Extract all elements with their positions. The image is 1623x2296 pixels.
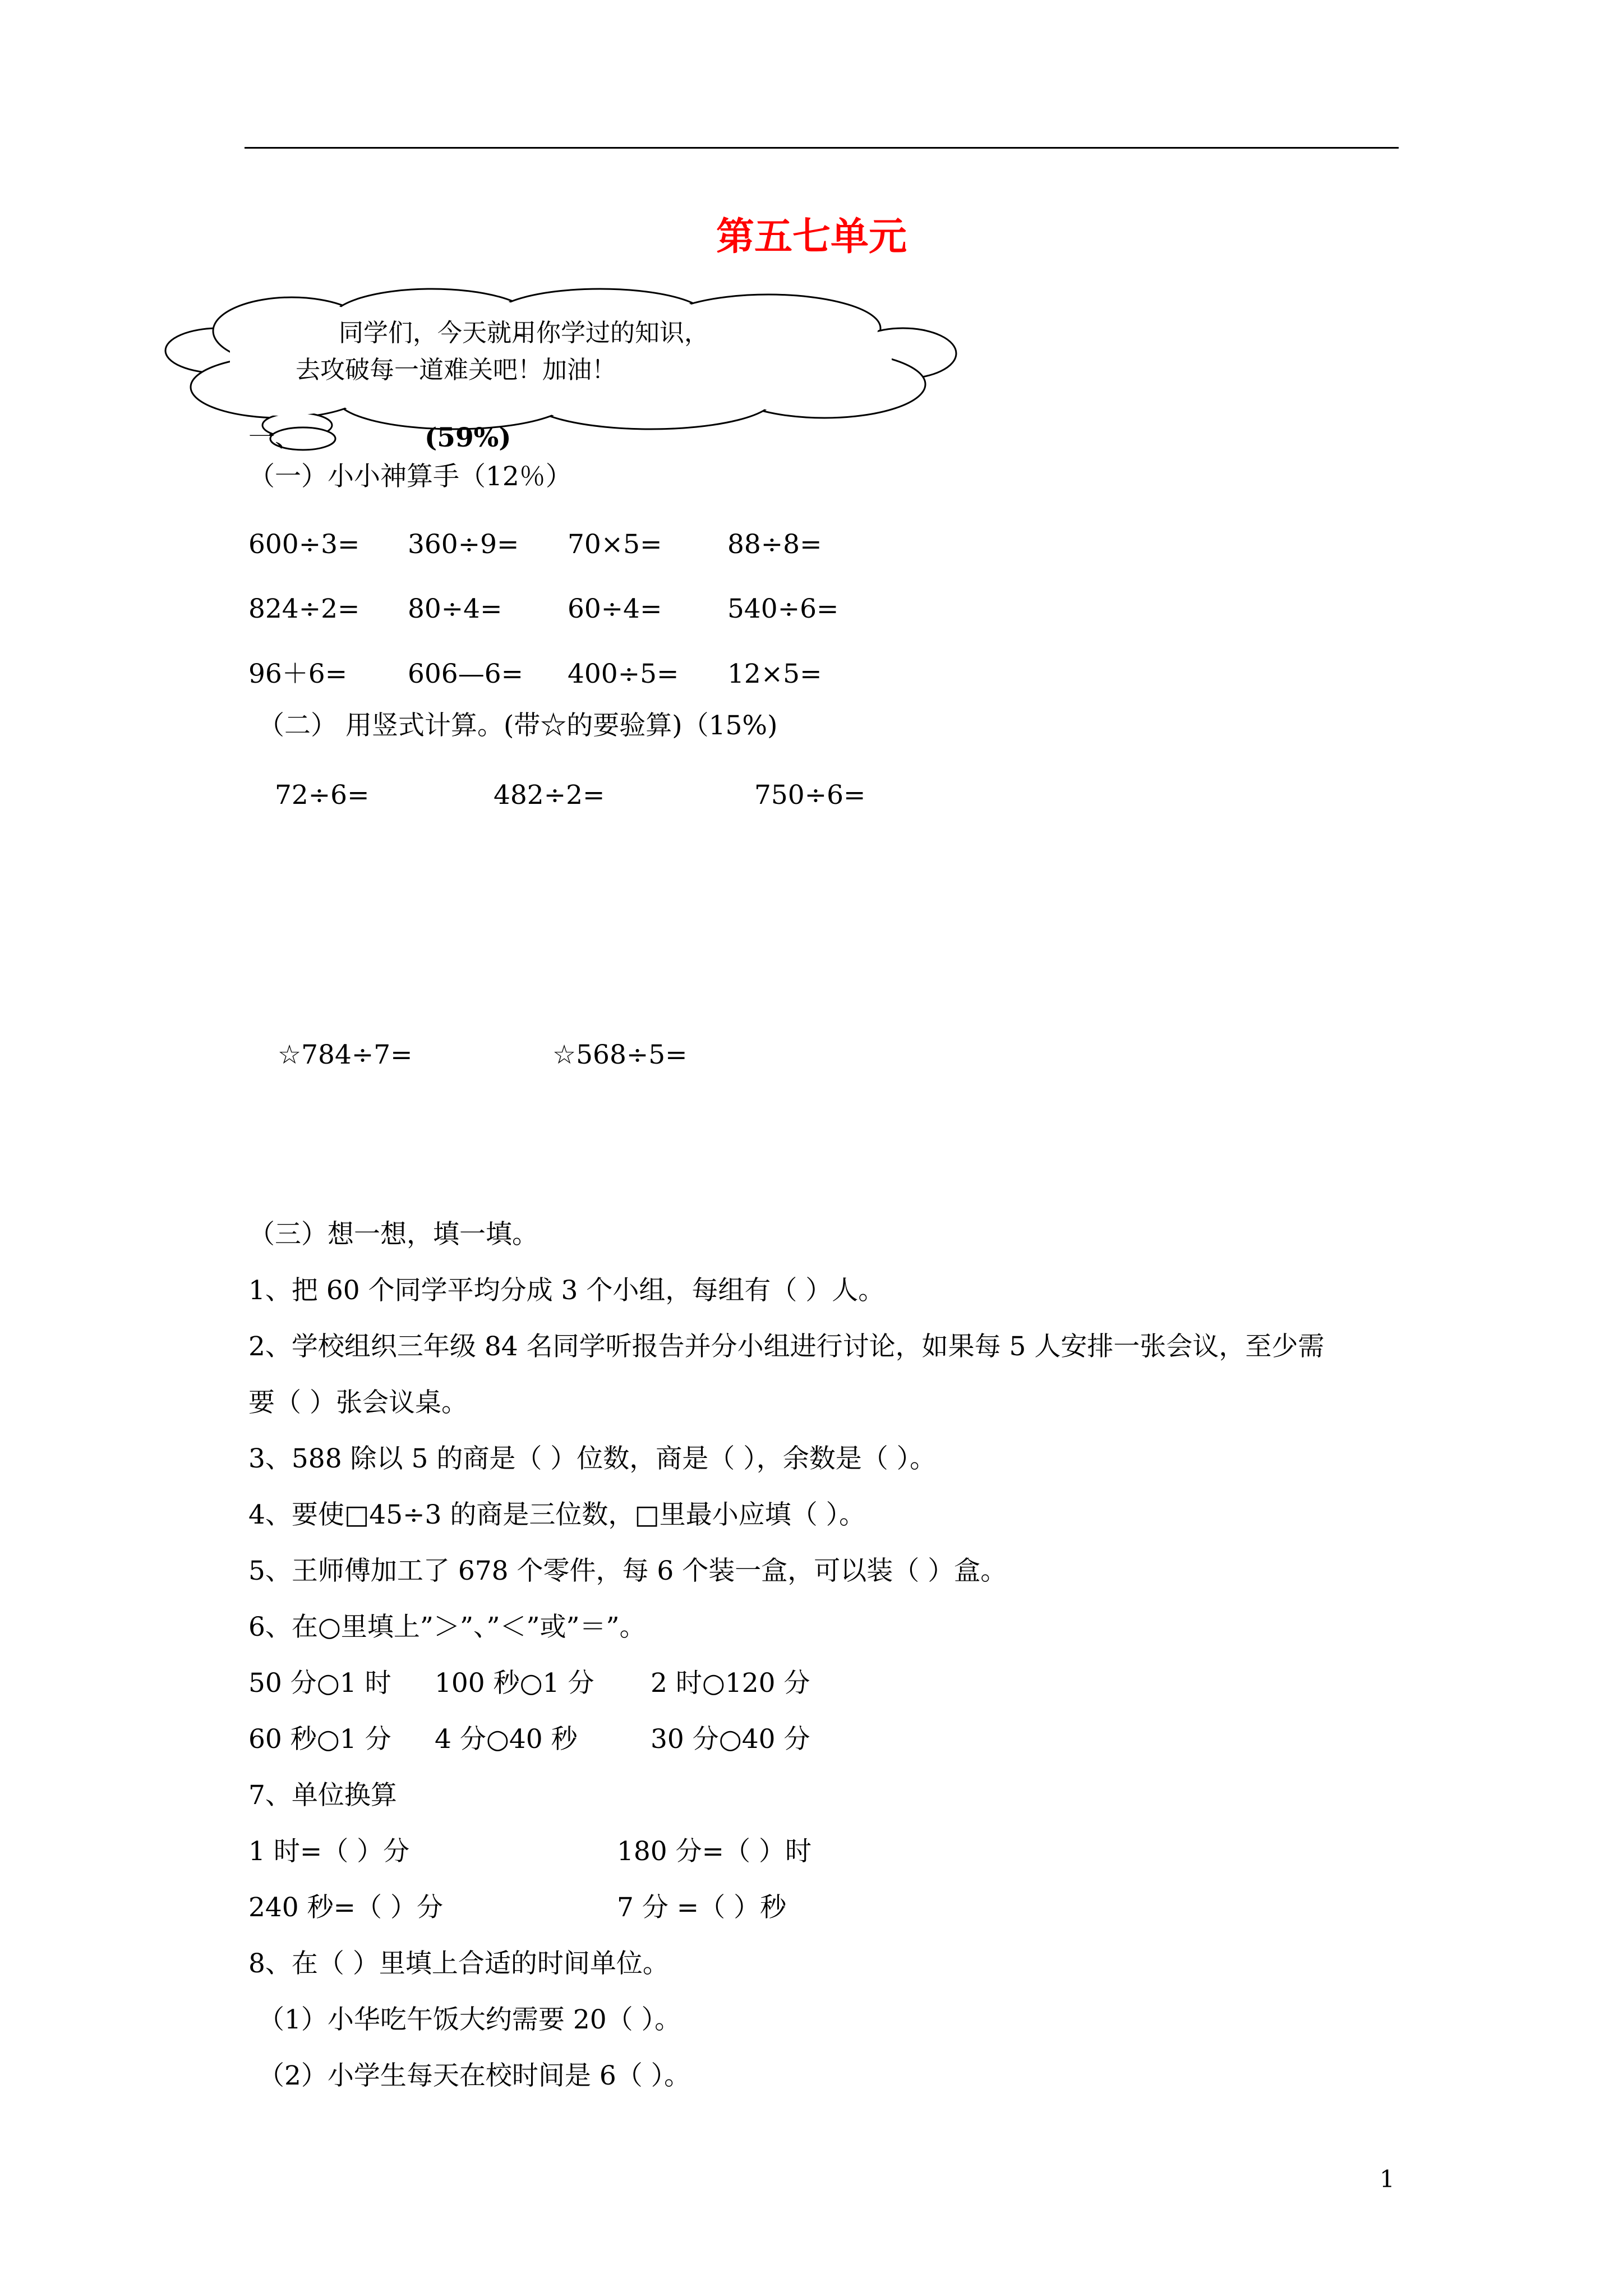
calc-item: 400÷5= xyxy=(568,659,679,689)
vertical-calc-item: 482÷2= xyxy=(494,780,605,811)
page-number: 1 xyxy=(1380,2165,1395,2193)
calc-item: 600÷3= xyxy=(248,529,360,560)
bubble-line-2: 去攻破每一道难关吧！加油！ xyxy=(296,356,616,384)
question-5: 5、王师傅加工了 678 个零件，每 6 个装一盒，可以装（ ）盒。 xyxy=(248,1556,1007,1586)
section-number: 一、 xyxy=(248,422,301,453)
vertical-calc-item: ☆568÷5= xyxy=(552,1039,688,1070)
calc-item: 80÷4= xyxy=(408,593,502,624)
calc-item: 12×5= xyxy=(727,659,822,689)
compare-item: 100 秒○1 分 xyxy=(435,1668,594,1699)
header-rule xyxy=(245,147,1399,149)
vertical-calc-item: ☆784÷7= xyxy=(278,1039,413,1070)
calc-item: 360÷9= xyxy=(408,529,519,560)
page-title: 第五七单元 xyxy=(716,214,907,259)
question-7: 7、单位换算 xyxy=(248,1780,397,1811)
question-2-cont: 要（ ）张会议桌。 xyxy=(248,1387,468,1418)
question-3: 3、588 除以 5 的商是（ ）位数，商是（ ），余数是（ ）。 xyxy=(248,1443,937,1474)
question-2: 2、学校组织三年级 84 名同学听报告并分小组进行讨论，如果每 5 人安排一张会议，至少需 xyxy=(248,1331,1325,1362)
part2-heading: （二） 用竖式计算。(带☆的要验算)（15%) xyxy=(258,710,778,741)
vertical-calc-item: 72÷6= xyxy=(275,780,370,811)
compare-item: 4 分○40 秒 xyxy=(435,1724,578,1755)
compare-item: 50 分○1 时 xyxy=(248,1668,391,1699)
question-8-2: （2）小学生每天在校时间是 6（ ）。 xyxy=(258,2060,691,2091)
bubble-line-1: 同学们，今天就用你学过的知识， xyxy=(339,319,709,347)
calc-item: 540÷6= xyxy=(727,593,839,624)
conversion-item: 7 分 =（ ）秒 xyxy=(617,1892,787,1923)
conversion-item: 240 秒=（ ）分 xyxy=(248,1892,443,1923)
question-1: 1、把 60 个同学平均分成 3 个小组，每组有（ ）人。 xyxy=(248,1275,885,1306)
calc-item: 96＋6= xyxy=(248,659,348,689)
compare-item: 30 分○40 分 xyxy=(651,1724,810,1755)
question-8-1: （1）小华吃午饭大约需要 20（ ）。 xyxy=(258,2004,681,2035)
part3-heading: （三）想一想，填一填。 xyxy=(248,1219,538,1250)
calc-item: 824÷2= xyxy=(248,593,360,624)
question-4: 4、要使□45÷3 的商是三位数，□里最小应填（ ）。 xyxy=(248,1499,866,1530)
part1-heading: （一）小小神算手（12％） xyxy=(248,461,572,492)
calc-item: 60÷4= xyxy=(568,593,662,624)
conversion-item: 180 分=（ ）时 xyxy=(617,1836,811,1867)
vertical-calc-item: 750÷6= xyxy=(754,780,866,811)
section-percent: (59%) xyxy=(425,422,511,453)
compare-item: 60 秒○1 分 xyxy=(248,1724,391,1755)
compare-item: 2 时○120 分 xyxy=(651,1668,810,1699)
calc-item: 606—6= xyxy=(408,659,523,689)
question-8: 8、在（ ）里填上合适的时间单位。 xyxy=(248,1948,669,1979)
calc-item: 88÷8= xyxy=(727,529,822,560)
calc-item: 70×5= xyxy=(568,529,662,560)
conversion-item: 1 时=（ ）分 xyxy=(248,1836,410,1867)
question-6: 6、在○里填上”＞”、”＜”或”＝”。 xyxy=(248,1612,646,1642)
